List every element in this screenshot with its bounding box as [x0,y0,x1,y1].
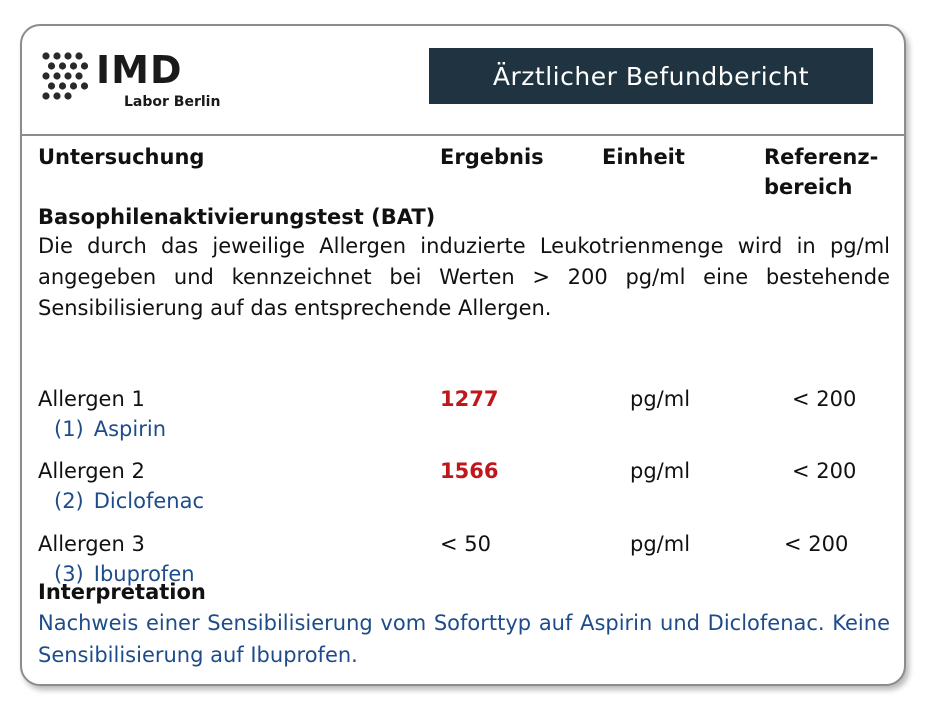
result-unit: pg/ml [630,387,691,411]
result-value: < 50 [440,532,491,556]
allergen-index: (1) [54,417,84,441]
imd-logo [40,46,240,116]
logo-subtitle: Labor Berlin [124,94,221,110]
result-unit: pg/ml [630,532,691,556]
allergen-index: (2) [54,489,84,513]
report-title: Ärztlicher Befundbericht [429,48,873,104]
reference-range: < 200 [792,459,857,483]
section-title: Basophilenaktivierungstest (BAT) [38,205,436,229]
result-row [38,456,890,526]
column-header-reference [764,142,878,202]
allergen-name: Allergen 1 [38,387,145,411]
result-row [38,384,890,454]
allergen-substance [54,414,176,445]
column-header-unit: Einheit [602,145,685,169]
interpretation-title: Interpretation [38,580,206,604]
logo-name: IMD [96,48,183,92]
reference-header-line2: bereich [764,175,853,199]
report-card [20,24,906,686]
reference-header-line1: Referenz- [764,145,879,169]
interpretation-text: Nachweis einer Sensibilisierung vom Soforttyp auf Aspirin und Diclofenac. Keine Sensibilisierung auf Ibuprofen. [38,611,890,667]
allergen-index: (3) [54,562,84,586]
allergen-name: Allergen 3 [38,532,145,556]
reference-range: < 200 [784,532,849,556]
result-unit: pg/ml [630,459,691,483]
allergen-substance-name: Ibuprofen [93,562,195,586]
result-value: 1566 [440,459,499,483]
report-header [22,26,904,134]
result-value: 1277 [440,387,499,411]
dot-grid-icon [40,50,92,102]
reference-range: < 200 [792,387,857,411]
allergen-substance-name: Diclofenac [93,489,205,513]
column-header-result: Ergebnis [440,145,544,169]
allergen-name: Allergen 2 [38,459,145,483]
column-header-test: Untersuchung [38,145,205,169]
header-divider [22,134,904,136]
allergen-substance-name: Aspirin [93,417,166,441]
allergen-substance [54,486,214,517]
section-description: Die durch das jeweilige Allergen induzierte Leukotrienmenge wird in pg/ml angegeben und kennzeichnet bei Werten > 200 pg/ml eine bestehende Sensibilisierung auf das entsprechende Allergen. [38,234,890,320]
